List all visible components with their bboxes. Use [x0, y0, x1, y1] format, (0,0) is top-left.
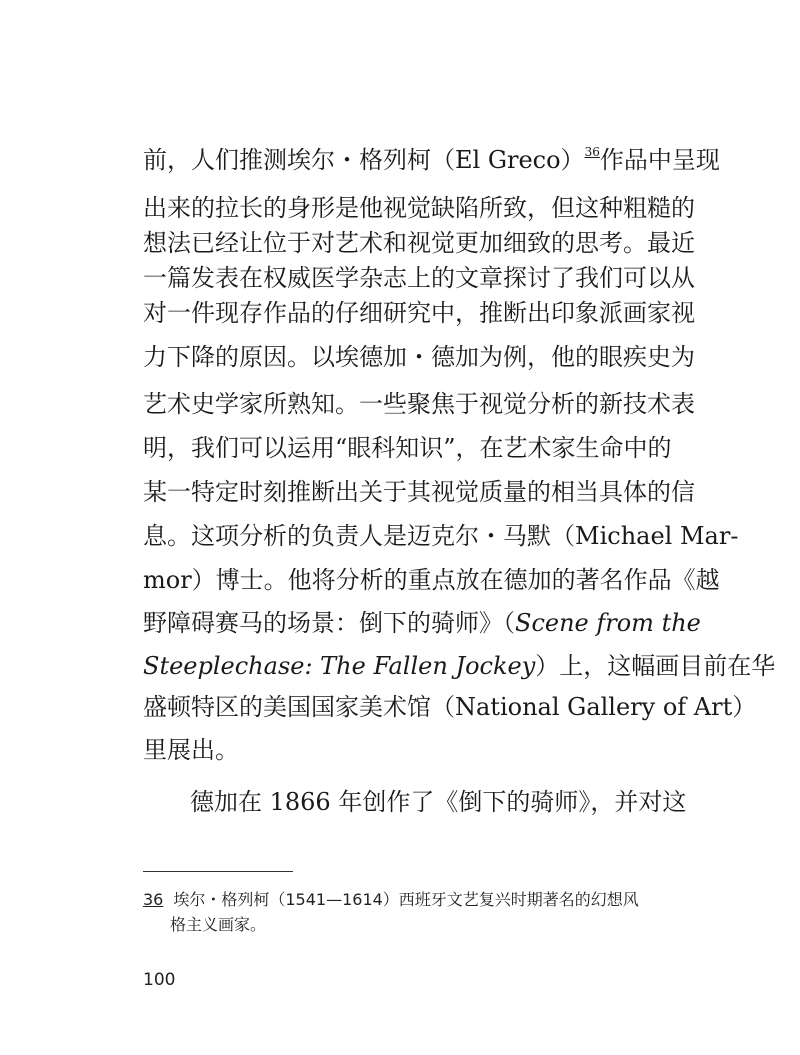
text-line: 出来的拉长的身形是他视觉缺陷所致，但这种粗糙的: [143, 194, 695, 222]
footnote-number: 36: [143, 890, 164, 909]
text-line: [143, 651, 775, 681]
text-line: [143, 137, 720, 175]
footnote-divider: [143, 871, 293, 872]
text-span: 作品中呈现: [599, 146, 720, 174]
text-line: 想法已经让位于对艺术和视觉更加细致的思考。最近: [143, 229, 695, 257]
text-line: 息。这项分析的负责人是迈克尔・马默（Michael Mar-: [143, 522, 739, 550]
text-span: ）上，这幅画目前在华: [535, 652, 776, 680]
page-number: 100: [143, 970, 176, 990]
footnote-line: [143, 888, 663, 911]
text-line: 一篇发表在权威医学杂志上的文章探讨了我们可以从: [143, 264, 695, 292]
text-line: 某一特定时刻推断出关于其视觉质量的相当具体的信: [143, 478, 695, 506]
footnote-line: 格主义画家。: [170, 915, 267, 934]
paragraph-start: 德加在 1866 年创作了《倒下的骑师》，并对这: [190, 788, 687, 816]
text-span: 前，人们推测埃尔・格列柯（El Greco）: [143, 146, 585, 174]
text-line: 力下降的原因。以埃德加・德加为例，他的眼疾史为: [143, 343, 695, 371]
footnote-ref[interactable]: 36: [584, 145, 600, 159]
text-line: 里展出。: [143, 736, 239, 764]
text-line: 盛顿特区的美国国家美术馆（National Gallery of Art）: [143, 693, 757, 721]
artwork-title-english: Scene from the: [515, 609, 701, 637]
text-line: 明，我们可以运用“眼科知识”，在艺术家生命中的: [143, 434, 672, 462]
text-line: 艺术史学家所熟知。一些聚焦于视觉分析的新技术表: [143, 390, 695, 418]
text-line: mor）博士。他将分析的重点放在德加的著名作品《越: [143, 566, 720, 594]
footnote-text: 埃尔・格列柯（1541—1614）西班牙文艺复兴时期著名的幻想风: [173, 890, 639, 909]
text-line: 对一件现存作品的仔细研究中，推断出印象派画家视: [143, 299, 695, 327]
text-span: 野障碍赛马的场景：倒下的骑师》（: [143, 609, 515, 637]
artwork-title-english: Steeplechase: The Fallen Jockey: [143, 652, 536, 680]
text-line: [143, 608, 701, 638]
